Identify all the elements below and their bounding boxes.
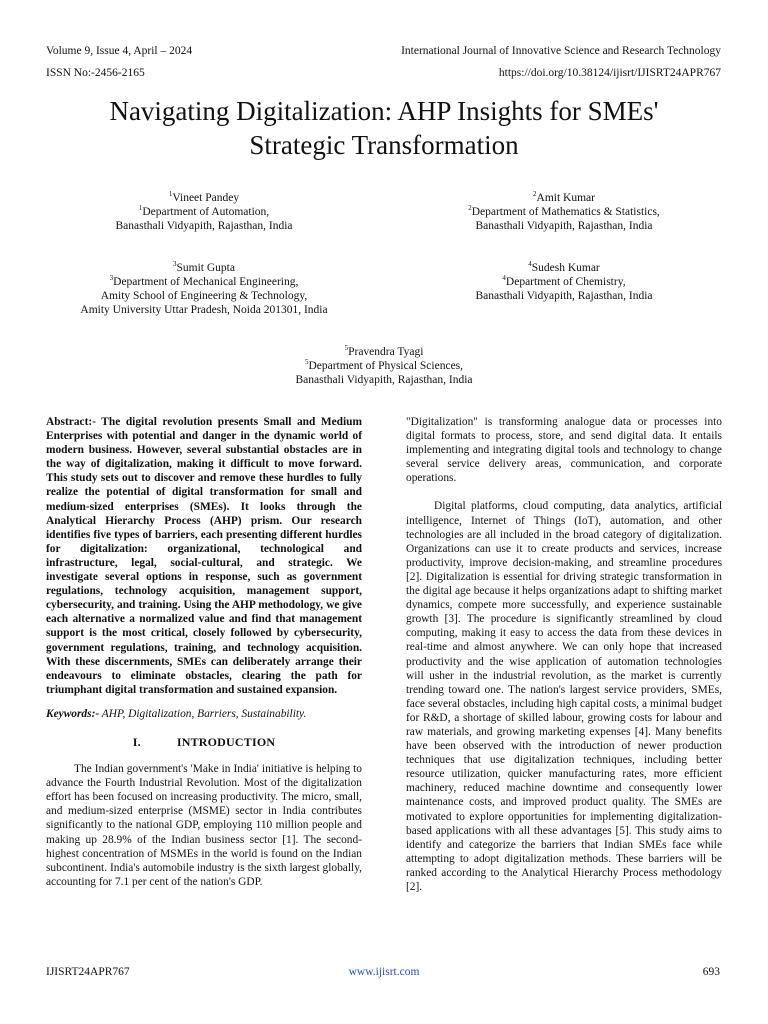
author-name — [394, 261, 734, 275]
author-sup: 1 — [168, 190, 173, 199]
author-sup: 3 — [109, 274, 114, 283]
author-name — [34, 261, 374, 275]
author-name-text: Vineet Pandey — [172, 192, 240, 204]
author-affiliation: Banasthali Vidyapith, Rajasthan, India — [475, 220, 653, 232]
body-paragraph-1: "Digitalization" is transforming analogue data or processes into digital formats to process, store, and send digital data. It entails implementing and integrating digital tools and technology to change several service delivery areas, communication, and corporate operations. — [406, 416, 722, 485]
author-sup: 4 — [528, 260, 532, 269]
author-name-text: Amit Kumar — [536, 192, 595, 204]
paper-title — [40, 94, 728, 162]
author-sup: 4 — [502, 274, 506, 283]
doi-link[interactable]: https://doi.org/10.38124/ijisrt/IJISRT24APR767 — [498, 67, 721, 79]
paper-title-line-2: Strategic Transformation — [249, 130, 519, 160]
author-name — [34, 191, 374, 205]
keywords-list: AHP, Digitalization, Barriers, Sustainability. — [99, 707, 307, 720]
author-sup: 2 — [468, 204, 472, 213]
author-dept — [34, 275, 374, 289]
author-dept-text: Department of Physical Sciences, — [308, 360, 464, 372]
keywords — [46, 707, 362, 721]
abstract: Abstract:- The digital revolution presents Small and Medium Enterprises with potential and danger in the dynamic world of modern business. However, several substantial obstacles are in the way of digitalization, making it difficult to move forward. This study sets out to discover and remove these hurdles to fully realize the potential of digital transformation for small and medium-sized enterprises (SMEs). It looks through the Analytical Hierarchy Process (AHP) prism. Our research identifies five types of barriers, each presenting different hurdles for digitalization: organizational, technological and infrastructure, legal, social-cultural, and strategic. We investigate several options in response, such as government regulations, technology acquisition, management support, cybersecurity, and training. Using the AHP methodology, we give each alternative a normalized value and find that management support is the most critical, closely followed by cybersecurity, government regulations, training, and technology acquisition. With these discernments, SMEs can deliberately arrange their endeavours to eliminate obstacles, clearing the path for triumphant digital transformation and sustained expansion. — [46, 416, 362, 696]
author-dept-text: Department of Chemistry, — [505, 276, 626, 288]
page-number: 693 — [702, 966, 720, 978]
author-dept — [394, 275, 734, 289]
author-sup: 2 — [533, 190, 537, 199]
author-affiliation: Banasthali Vidyapith, Rajasthan, India — [475, 290, 653, 302]
author-affiliation: Banasthali Vidyapith, Rajasthan, India — [295, 374, 473, 386]
author-block-1 — [34, 191, 374, 233]
author-sup: 5 — [304, 358, 309, 367]
author-sup: 5 — [344, 344, 349, 353]
right-column — [406, 415, 722, 894]
section-number: I. — [132, 734, 141, 749]
paper-title-line-1: Navigating Digitalization: AHP Insights for SMEs' — [109, 96, 659, 126]
journal-name: International Journal of Innovative Science and Research Technology — [401, 45, 721, 57]
author-name-text: Pravendra Tyagi — [348, 346, 424, 358]
author-affiliation: Amity School of Engineering & Technology, — [100, 290, 308, 302]
issn: ISSN No:-2456-2165 — [46, 67, 145, 79]
section-heading — [46, 735, 362, 749]
author-block-3 — [34, 261, 374, 317]
author-dept-text: Department of Mechanical Engineering, — [113, 276, 299, 288]
website-link[interactable]: www.ijisrt.com — [348, 966, 420, 978]
author-block-5 — [214, 345, 554, 387]
author-dept — [34, 205, 374, 219]
intro-paragraph: The Indian government's 'Make in India' initiative is helping to advance the Fourth Industrial Revolution. Most of the digitalization effort has been focused on increasing productivity. The micro, small, and medium-sized enterprise (MSME) sector in India contributes significantly to the national GDP, employing 110 million people and making up 28.9% of the Indian business sector [1]. The second-highest concentration of MSMEs in the world is found on the Indian subcontinent. India's automobile industry is the sixth largest globally, accounting for 7.1 per cent of the nation's GDP. — [46, 763, 362, 888]
author-sup: 1 — [138, 204, 143, 213]
author-name-text: Sumit Gupta — [176, 262, 235, 274]
author-block-4 — [394, 261, 734, 303]
footer-website — [0, 965, 768, 979]
author-dept-text: Department of Automation, — [142, 206, 270, 218]
author-block-2 — [394, 191, 734, 233]
keywords-label: Keywords:- — [46, 707, 100, 720]
author-name — [214, 345, 554, 359]
author-affiliation: Banasthali Vidyapith, Rajasthan, India — [115, 220, 293, 232]
author-sup: 3 — [173, 260, 177, 269]
author-dept-text: Department of Mathematics & Statistics, — [471, 206, 660, 218]
section-title: INTRODUCTION — [176, 734, 276, 749]
author-dept — [394, 205, 734, 219]
left-column — [46, 415, 362, 889]
body-paragraph-2: Digital platforms, cloud computing, data analytics, artificial intelligence, Internet of Things (IoT), automation, and other technologies are all included in the broad category of digitalization. Organizations can use it to create products and services, increase productivity, improve decision-making, and streamline procedures [2]. Digitalization is essential for driving strategic transformation in the digital age because it helps organizations adapt to shifting market dynamics, compete more successfully, and experience sustainable growth [3]. The procedure is significantly streamlined by cloud computing, making it easy to access the data from these devices in real-time and almost anywhere. We can only hope that increased productivity and the wise application of automation technologies will usher in the industrial revolution, as the market is currently trending toward one. The nation's largest service providers, SMEs, face several obstacles, including high capital costs, a minimal budget for R&D, a shortage of skilled labour, growing costs for labour and raw materials, and growing marketing expenses [4]. Many benefits have been observed with the introduction of newer production techniques that use digitalization techniques, including better resource utilization, quicker manufacturing rates, more efficient machinery, reduced machine downtime and consequently lower maintenance costs, and improved product quality. The SMEs are motivated to explore opportunities for implementing digitalization-based applications with all these advantages [5]. This study aims to identify and categorize the barriers that Indian SMEs face while attempting to adopt digitalization methods. These barriers will be ranked according to the Analytical Hierarchy Process methodology [2]. — [406, 500, 722, 893]
volume-info: Volume 9, Issue 4, April – 2024 — [46, 45, 193, 57]
author-dept — [214, 359, 554, 373]
author-affiliation: Amity University Uttar Pradesh, Noida 201301, India — [80, 304, 328, 316]
footer-paper-id: IJISRT24APR767 — [46, 966, 130, 978]
author-name-text: Sudesh Kumar — [531, 262, 600, 274]
author-name — [394, 191, 734, 205]
